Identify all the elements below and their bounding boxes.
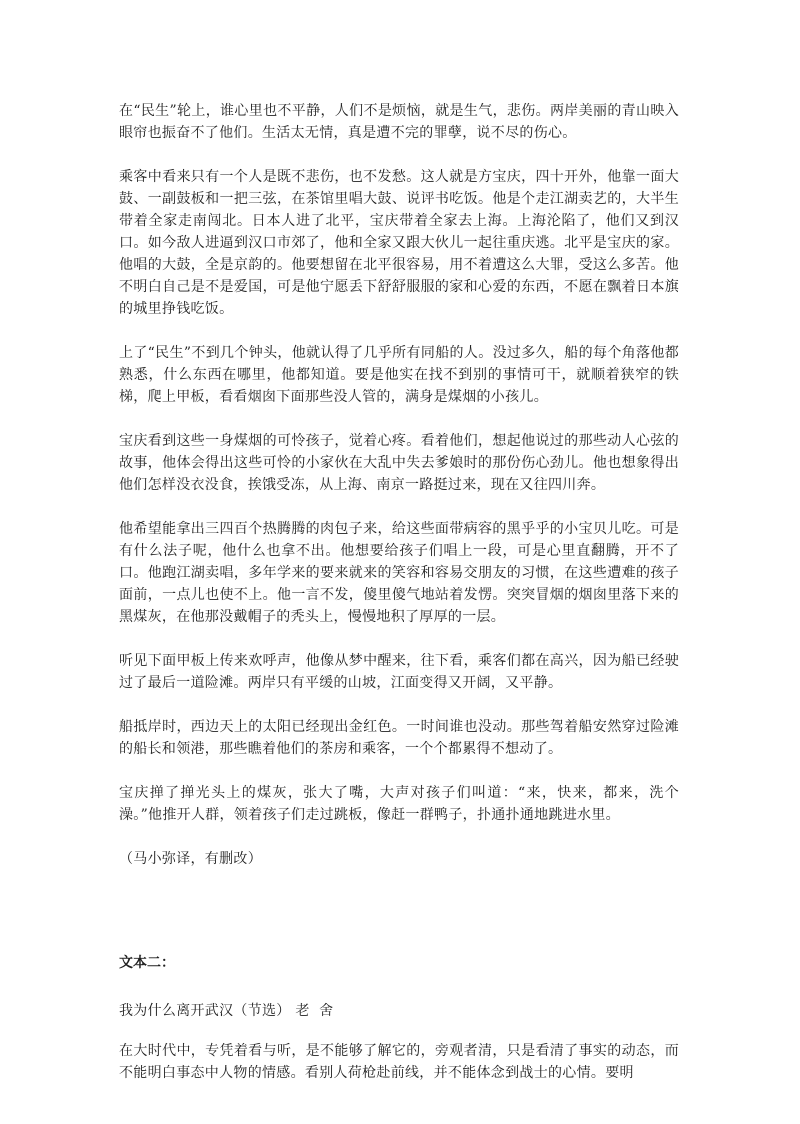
text2-heading: 文本二： (119, 955, 175, 971)
text1-paragraph-6: 听见下面甲板上传来欢呼声，他像从梦中醒来，往下看，乘客们都在高兴，因为船已经驶过了最后一道险滩。两岸只有平缓的山坡，江面变得又开阔，又平静。 (119, 653, 679, 691)
document-page (119, 90, 679, 1084)
text1-paragraph-8: 宝庆掸了掸光头上的煤灰，张大了嘴，大声对孩子们叫道：“来，快来，都来，洗个澡。”他推开人群，领着孩子们走过跳板，像赶一群鸭子，扑通扑通地跳进水里。 (119, 785, 679, 823)
text1-paragraph-1: 在“民生”轮上，谁心里也不平静，人们不是烦恼，就是生气，悲伤。两岸美丽的青山映入眼帘也振奋不了他们。生活太无情，真是遭不完的罪孽，说不尽的伤心。 (119, 103, 679, 141)
text1-paragraph-2: 乘客中看来只有一个人是既不悲伤，也不发愁。这人就是方宝庆，四十开外，他靠一面大鼓、一副鼓板和一把三弦，在茶馆里唱大鼓、说评书吃饭。他是个走江湖卖艺的，大半生带着全家走南闯北。日本人进了北平，宝庆带着全家去上海。上海沦陷了，他们又到汉口。如今敌人进逼到汉口市郊了，他和全家又跟大伙儿一起往重庆逃。北平是宝庆的家。他唱的大鼓，全是京韵的。他要想留在北平很容易，用不着遭这么大罪，受这么多苦。他不明白自己是不是爱国，可是他宁愿丢下舒舒服服的家和心爱的东西，不愿在飘着日本旗的城里挣钱吃饭。 (119, 169, 679, 317)
text1-paragraph-4: 宝庆看到这些一身煤烟的可怜孩子，觉着心疼。看着他们，想起他说过的那些动人心弦的故事，他体会得出这些可怜的小家伙在大乱中失去爹娘时的那份伤心劲儿。他也想象得出他们怎样没衣没食，挨饿受冻，从上海、南京一路挺过来，现在又往四川奔。 (119, 433, 679, 493)
text1-paragraph-5: 他希望能拿出三四百个热腾腾的肉包子来，给这些面带病容的黑乎乎的小宝贝儿吃。可是有什么法子呢，他什么也拿不出。他想要给孩子们唱上一段，可是心里直翻腾，开不了口。他跑江湖卖唱，多年学来的要来就来的笑容和容易交朋友的习惯，在这些遭难的孩子面前，一点儿也使不上。他一言不发，傻里傻气地站着发愣。突突冒烟的烟囱里落下来的黑煤灰，在他那没戴帽子的秃头上，慢慢地积了厚厚的一层。 (119, 521, 679, 625)
text1-paragraph-3: 上了“民生”不到几个钟头，他就认得了几乎所有同船的人。没过多久，船的每个角落他都熟悉，什么东西在哪里，他都知道。要是他实在找不到别的事情可干，就顺着狭窄的铁梯，爬上甲板，看看烟囱下面那些没人管的，满身是煤烟的小孩儿。 (119, 345, 679, 405)
translation-note: （马小弥译，有删改） (119, 851, 262, 867)
text2-subtitle: 我为什么离开武汉（节选） 老 舍 (119, 1003, 334, 1019)
text1-paragraph-7: 船抵岸时，西边天上的太阳已经现出金红色。一时间谁也没动。那些驾着船安然穿过险滩的船长和领港，那些瞧着他们的茶房和乘客，一个个都累得不想动了。 (119, 719, 679, 757)
text2-paragraph-1: 在大时代中，专凭着看与听，是不能够了解它的，旁观者清，只是看清了事实的动态，而不能明白事态中人物的情感。看别人荷枪赴前线，并不能体念到战士的心情。要明 (119, 1043, 679, 1081)
